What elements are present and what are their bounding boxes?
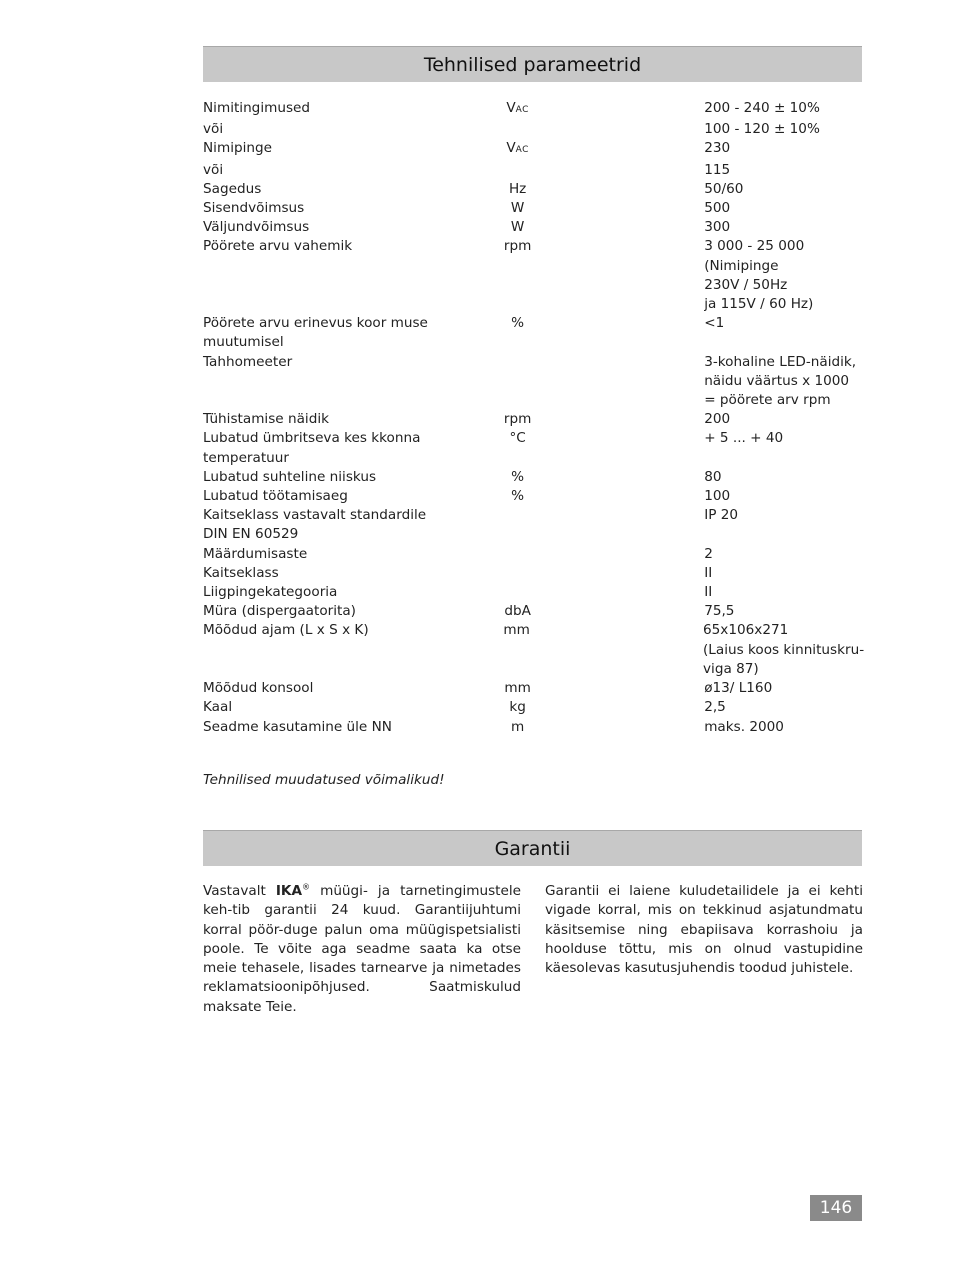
spec-label (203, 410, 461, 429)
warranty-text-left (203, 882, 521, 1017)
spec-unit (461, 218, 574, 237)
spec-value (704, 487, 863, 506)
spec-value (704, 199, 863, 218)
spec-unit-text: rpm (503, 411, 532, 428)
spec-label-line: muutumisel (203, 334, 284, 351)
spec-label (203, 180, 461, 199)
spec-unit (461, 564, 574, 583)
warranty-body-left: müügi- ja tarnetingimustele keh-tib garantii 24 kuud. Garantiijuhtumi korral pöör-duge palun oma müügispetsialisti poole. Te võite aga seadme saata ka otse meie tehasele, lisades tarnearve ja nimetades reklamatsioonipõhjused. Saatmiskulud maksate Teie. (203, 883, 521, 1015)
spec-row (203, 698, 863, 717)
spec-value-line: 2,5 (704, 699, 726, 716)
spec-label-line: Mõõdud konsool (203, 680, 314, 697)
spec-unit-text: W (510, 200, 525, 217)
spec-unit-subscript: AC (515, 105, 529, 115)
spec-value (704, 161, 863, 180)
spec-unit (461, 139, 574, 160)
spec-value-line: ø13/ L160 (704, 680, 773, 697)
spec-label (203, 161, 461, 180)
spec-value-line: maks. 2000 (704, 718, 784, 735)
spec-value-line: IP 20 (704, 507, 739, 524)
spec-label (203, 120, 461, 139)
spec-unit (461, 314, 574, 352)
spec-label (203, 698, 461, 717)
spec-unit-text: dbA (504, 603, 531, 620)
spec-value (704, 545, 863, 564)
spec-value-line: 3-kohaline LED-näidik, (704, 353, 857, 370)
spec-value (704, 679, 863, 698)
spec-value (704, 218, 863, 237)
spec-label-line: DIN EN 60529 (203, 526, 299, 543)
spec-unit-text: kg (509, 699, 526, 716)
spec-value-line: <1 (704, 315, 725, 332)
spec-row (203, 718, 863, 737)
spec-value-line: 100 - 120 ± 10% (704, 121, 820, 138)
spec-value-line: 2 (704, 545, 713, 562)
spec-label-line: Sagedus (203, 180, 262, 197)
spec-unit (461, 237, 574, 314)
spec-unit-text: °C (509, 430, 526, 447)
spec-label (203, 429, 461, 467)
spec-unit (461, 545, 574, 564)
spec-row (203, 564, 863, 583)
registered-mark: ® (302, 882, 310, 892)
spec-row (203, 679, 863, 698)
spec-value-line: 230 (704, 140, 731, 157)
spec-unit (461, 698, 574, 717)
spec-label (203, 314, 461, 352)
spec-row (203, 237, 863, 314)
spec-unit-text: V (506, 100, 516, 116)
spec-value (704, 410, 863, 429)
spec-label (203, 718, 461, 737)
spec-unit (461, 468, 574, 487)
spec-row (203, 314, 863, 352)
spec-row (203, 487, 863, 506)
spec-unit (461, 679, 574, 698)
spec-row (203, 353, 863, 411)
spec-unit-text: % (511, 488, 525, 505)
spec-value-line: viga 87) (703, 660, 759, 677)
spec-unit-text: % (511, 315, 525, 332)
spec-label-line: Lubatud suhteline niiskus (203, 468, 377, 485)
spec-label-line: Nimipinge (203, 140, 272, 157)
spec-value (704, 506, 863, 544)
spec-label-line: Seadme kasutamine üle NN (203, 718, 392, 735)
section-title-warranty: Garantii (203, 830, 862, 866)
spec-unit (461, 429, 574, 467)
spec-label-line: Mõõdud ajam (L x S x K) (203, 622, 369, 639)
spec-label-line: Tahhomeeter (203, 353, 293, 370)
spec-value (703, 621, 863, 679)
spec-value (704, 139, 863, 160)
spec-value (704, 237, 863, 314)
spec-unit (461, 487, 574, 506)
spec-value (704, 120, 863, 139)
spec-label (203, 199, 461, 218)
spec-label-line: Liigpingekategooria (203, 584, 338, 601)
warranty-prefix: Vastavalt (203, 883, 276, 899)
spec-value-line: 230V / 50Hz (704, 276, 788, 293)
spec-row (203, 410, 863, 429)
spec-value-line: 500 (704, 200, 731, 217)
spec-label (203, 353, 461, 411)
spec-value-line: 115 (704, 161, 731, 178)
spec-row (203, 545, 863, 564)
spec-value (704, 99, 863, 120)
spec-label (203, 545, 461, 564)
spec-value-line: 200 - 240 ± 10% (704, 100, 820, 116)
spec-unit-text: mm (503, 622, 530, 639)
spec-value (704, 564, 863, 583)
spec-value-line: 80 (704, 468, 722, 485)
spec-label (203, 487, 461, 506)
spec-unit (461, 602, 574, 621)
spec-value (704, 429, 863, 467)
spec-row (203, 602, 863, 621)
spec-value-line: ja 115V / 60 Hz) (704, 296, 814, 313)
spec-row (203, 621, 863, 679)
spec-unit-text: W (510, 219, 525, 236)
spec-row (203, 429, 863, 467)
spec-label (203, 218, 461, 237)
spec-label (203, 99, 461, 120)
spec-value-line: 50/60 (704, 180, 744, 197)
spec-unit (461, 410, 574, 429)
brand-name: IKA (275, 883, 302, 899)
spec-value (704, 353, 863, 411)
spec-label-line: Pöörete arvu erinevus koor muse (203, 315, 428, 332)
spec-unit (461, 353, 574, 411)
spec-value-line: 65x106x271 (703, 622, 789, 639)
technical-changes-note: Tehnilised muudatused võimalikud! (203, 772, 445, 788)
spec-label-line: Väljundvõimsus (203, 219, 310, 236)
spec-label-line: Nimitingimused (203, 100, 311, 116)
spec-label (203, 468, 461, 487)
spec-unit (461, 161, 574, 180)
spec-row (203, 506, 863, 544)
spec-unit (461, 583, 574, 602)
spec-unit-text: mm (504, 680, 531, 697)
spec-value-line: 3 000 - 25 000 (704, 238, 805, 255)
spec-row (203, 120, 863, 139)
spec-unit-text: m (510, 718, 525, 735)
spec-unit (461, 199, 574, 218)
spec-value (704, 698, 863, 717)
spec-label (203, 583, 461, 602)
spec-value (704, 718, 863, 737)
spec-value-line: 300 (704, 219, 731, 236)
section-title-technical: Tehnilised parameetrid (203, 46, 862, 82)
spec-label-line: Kaitseklass (203, 564, 279, 581)
spec-row (203, 468, 863, 487)
spec-value-line: II (704, 564, 713, 581)
spec-label-line: Määrdumisaste (203, 545, 308, 562)
spec-label-line: temperatuur (203, 449, 289, 466)
spec-value-line: 200 (704, 411, 731, 428)
spec-table (203, 99, 863, 737)
spec-label (203, 602, 461, 621)
spec-unit-subscript: AC (515, 145, 529, 156)
spec-value (704, 468, 863, 487)
spec-row (203, 139, 863, 160)
spec-value-line: + 5 ... + 40 (704, 430, 784, 447)
spec-row (203, 161, 863, 180)
spec-label-line: Müra (dispergaatorita) (203, 603, 356, 620)
spec-label-line: Pöörete arvu vahemik (203, 238, 353, 255)
spec-label (203, 139, 461, 160)
spec-row (203, 199, 863, 218)
page-number: 146 (810, 1195, 862, 1221)
spec-row (203, 99, 863, 120)
spec-value-line: = pöörete arv rpm (704, 392, 831, 409)
spec-unit-text: V (506, 140, 516, 157)
spec-label-line: Kaal (203, 699, 233, 716)
spec-label (203, 564, 461, 583)
spec-value (704, 602, 863, 621)
spec-value (704, 583, 863, 602)
spec-row (203, 180, 863, 199)
spec-unit-text: Hz (508, 180, 527, 197)
spec-label-line: Lubatud ümbritseva kes kkonna (203, 430, 421, 447)
spec-unit (460, 621, 573, 679)
spec-row (203, 583, 863, 602)
spec-unit (461, 718, 574, 737)
spec-value-line: 75,5 (704, 603, 735, 620)
spec-label (203, 237, 461, 314)
spec-label-line: või (203, 121, 224, 138)
spec-unit (461, 180, 574, 199)
spec-value-line: (Laius koos kinnituskru- (703, 641, 865, 658)
spec-label-line: Lubatud töötamisaeg (203, 488, 348, 505)
spec-label (203, 621, 460, 679)
spec-unit (461, 120, 574, 139)
spec-value-line: näidu väärtus x 1000 (704, 372, 850, 389)
spec-label (203, 679, 461, 698)
spec-row (203, 218, 863, 237)
spec-value-line: II (704, 584, 713, 601)
spec-value (704, 180, 863, 199)
spec-unit-text: % (511, 468, 525, 485)
spec-label-line: Tühistamise näidik (203, 411, 329, 428)
warranty-text-right: Garantii ei laiene kuludetailidele ja ei kehti vigade korral, mis on tekkinud asjatundmatu käsitsemise ning ebapiisava korrashoiu ja hoolduse tõttu, mis on olnud vastupidine käesolevas kasutusjuhendis toodud juhistele. (545, 883, 863, 977)
spec-label-line: või (203, 161, 224, 178)
spec-unit-text: rpm (503, 238, 532, 255)
spec-value (704, 314, 863, 352)
spec-label-line: Sisendvõimsus (203, 200, 305, 217)
spec-value-line: 100 (704, 488, 731, 505)
spec-label (203, 506, 461, 544)
spec-label-line: Kaitseklass vastavalt standardile (203, 507, 427, 524)
spec-value-line: (Nimipinge (704, 257, 779, 274)
spec-unit (461, 506, 574, 544)
spec-unit (461, 99, 574, 120)
